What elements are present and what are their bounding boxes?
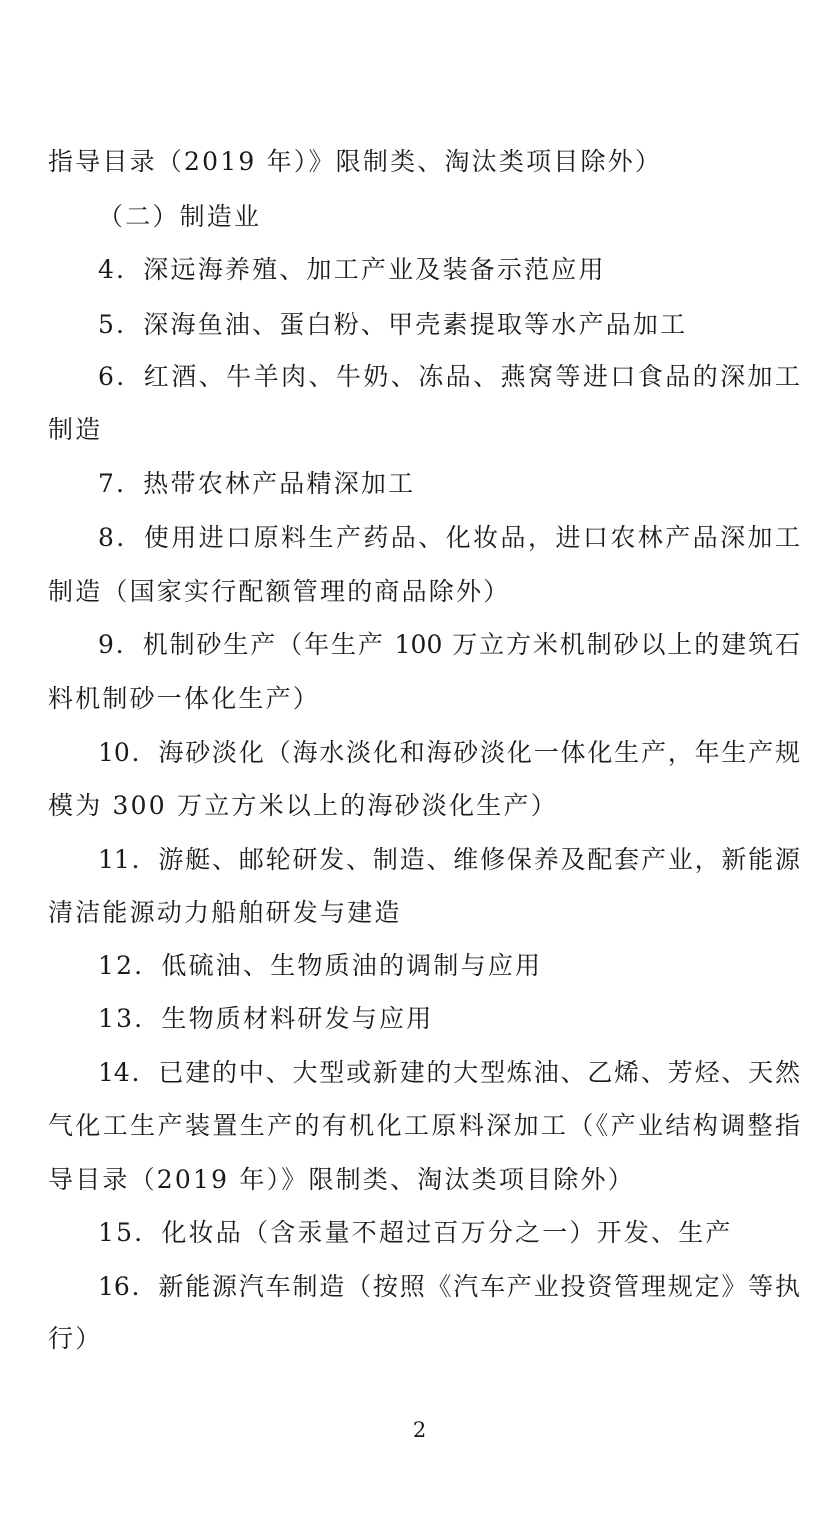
item-9-line-2: 料机制砂一体化生产） <box>48 684 321 713</box>
item-14-line-3: 导目录（2019 年）》限制类、淘汰类项目除外） <box>48 1165 635 1194</box>
item-6-line-2: 制造 <box>48 415 103 444</box>
item-5: 5．深海鱼油、蛋白粉、甲壳素提取等水产品加工 <box>98 310 688 339</box>
item-10-line-1: 10．海砂淡化（海水淡化和海砂淡化一体化生产，年生产规 <box>98 738 800 767</box>
item-13: 13．生物质材料研发与应用 <box>98 1004 434 1033</box>
item-14-line-2: 气化工生产装置生产的有机化工原料深加工（《产业结构调整指 <box>48 1111 800 1140</box>
item-7: 7．热带农林产品精深加工 <box>98 469 416 498</box>
item-12: 12．低硫油、生物质油的调制与应用 <box>98 951 543 980</box>
item-11-line-1: 11．游艇、邮轮研发、制造、维修保养及配套产业，新能源 <box>98 845 800 874</box>
item-10-line-2: 模为 300 万立方米以上的海砂淡化生产） <box>48 791 558 820</box>
item-8-line-2: 制造（国家实行配额管理的商品除外） <box>48 577 511 606</box>
text-line-continuation: 指导目录（2019 年）》限制类、淘汰类项目除外） <box>48 147 663 176</box>
item-4: 4．深远海养殖、加工产业及装备示范应用 <box>98 255 606 284</box>
item-16-line-1: 16．新能源汽车制造（按照《汽车产业投资管理规定》等执 <box>98 1272 800 1301</box>
item-14-line-1: 14．已建的中、大型或新建的大型炼油、乙烯、芳烃、天然 <box>98 1058 800 1087</box>
item-11-line-2: 清洁能源动力船舶研发与建造 <box>48 898 402 927</box>
item-6-line-1: 6．红酒、牛羊肉、牛奶、冻品、燕窝等进口食品的深加工 <box>98 362 800 391</box>
item-9-line-1: 9．机制砂生产（年生产 100 万立方米机制砂以上的建筑石 <box>98 630 800 659</box>
section-heading: （二）制造业 <box>98 202 262 231</box>
item-16-line-2: 行） <box>48 1324 103 1353</box>
page-number: 2 <box>412 1418 427 1442</box>
item-8-line-1: 8．使用进口原料生产药品、化妆品，进口农林产品深加工 <box>98 523 800 552</box>
item-15: 15．化妆品（含汞量不超过百万分之一）开发、生产 <box>98 1218 733 1247</box>
